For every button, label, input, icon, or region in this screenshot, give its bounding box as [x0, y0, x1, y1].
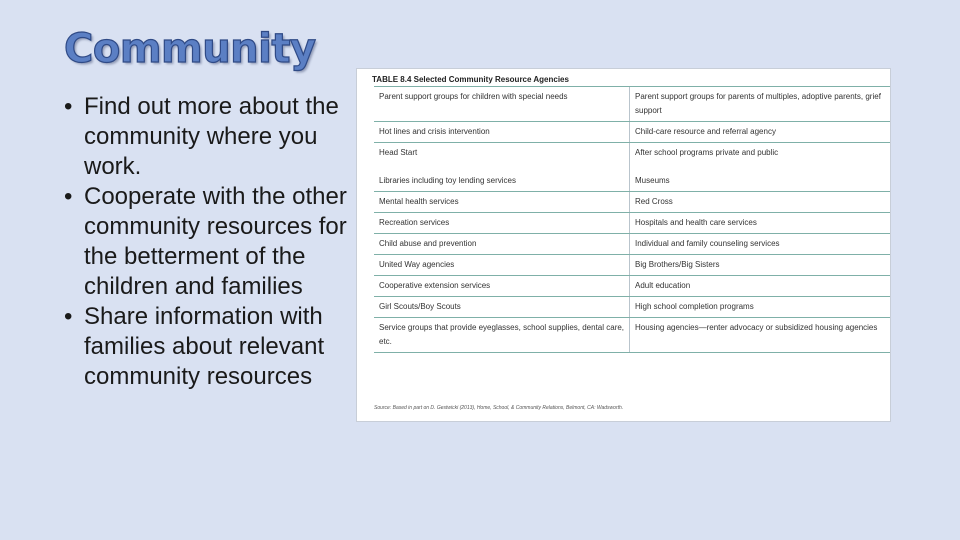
table-row — [374, 276, 890, 297]
table-row — [374, 213, 890, 234]
resource-table — [374, 86, 890, 353]
bullet-text: Cooperate with the other community resources for the betterment of the children and families — [84, 183, 347, 300]
table-cell: Cooperative extension services — [374, 276, 630, 296]
table-cell: Girl Scouts/Boy Scouts — [374, 297, 630, 317]
table-cell: Head Start Libraries including toy lending services — [374, 143, 630, 191]
table-cell: United Way agencies — [374, 255, 630, 275]
bullet-text: Find out more about the community where you work. — [84, 93, 339, 180]
table-cell: Individual and family counseling services — [635, 239, 780, 248]
bullet-dot-icon: • — [64, 183, 73, 210]
table-source-note: Source: Based in part on D. Gestwicki (2013), Home, School, & Community Relations, Belmont, CA: Wadsworth. — [374, 405, 624, 411]
bullet-item — [64, 182, 354, 302]
table-caption: TABLE 8.4 Selected Community Resource Agencies — [372, 75, 569, 84]
table-cell: Mental health services — [374, 192, 630, 212]
table-cell: Adult education — [635, 281, 691, 290]
table-cell: Hospitals and health care services — [635, 218, 757, 227]
table-cell: Parent support groups for parents of multiples, adoptive parents, grief support — [635, 92, 884, 115]
table-cell: After school programs private and public Museums — [635, 148, 779, 185]
table-row — [374, 234, 890, 255]
bullet-list — [64, 92, 354, 392]
table-cell: Housing agencies—renter advocacy or subsidized housing agencies — [635, 323, 878, 332]
bullet-text: Share information with families about relevant community resources — [84, 303, 325, 390]
bullet-item — [64, 92, 354, 182]
table-cell: Service groups that provide eyeglasses, school supplies, dental care, etc. — [374, 318, 630, 352]
table-cell: Red Cross — [635, 197, 673, 206]
table-cell: Big Brothers/Big Sisters — [635, 260, 720, 269]
slide-title: Community — [64, 26, 316, 72]
table-cell: Recreation services — [374, 213, 630, 233]
table-cell: Parent support groups for children with special needs — [374, 87, 630, 121]
table-cell: Child-care resource and referral agency — [635, 127, 776, 136]
table-row — [374, 318, 890, 353]
table-row — [374, 143, 890, 192]
table-row — [374, 297, 890, 318]
table-row — [374, 255, 890, 276]
table-cell: Hot lines and crisis intervention — [374, 122, 630, 142]
bullet-dot-icon: • — [64, 93, 73, 120]
table-row — [374, 87, 890, 122]
resource-table-image — [357, 69, 890, 421]
bullet-dot-icon: • — [64, 303, 73, 330]
table-row — [374, 122, 890, 143]
table-row — [374, 192, 890, 213]
table-cell: Child abuse and prevention — [374, 234, 630, 254]
bullet-item — [64, 302, 354, 392]
table-cell: High school completion programs — [635, 302, 754, 311]
